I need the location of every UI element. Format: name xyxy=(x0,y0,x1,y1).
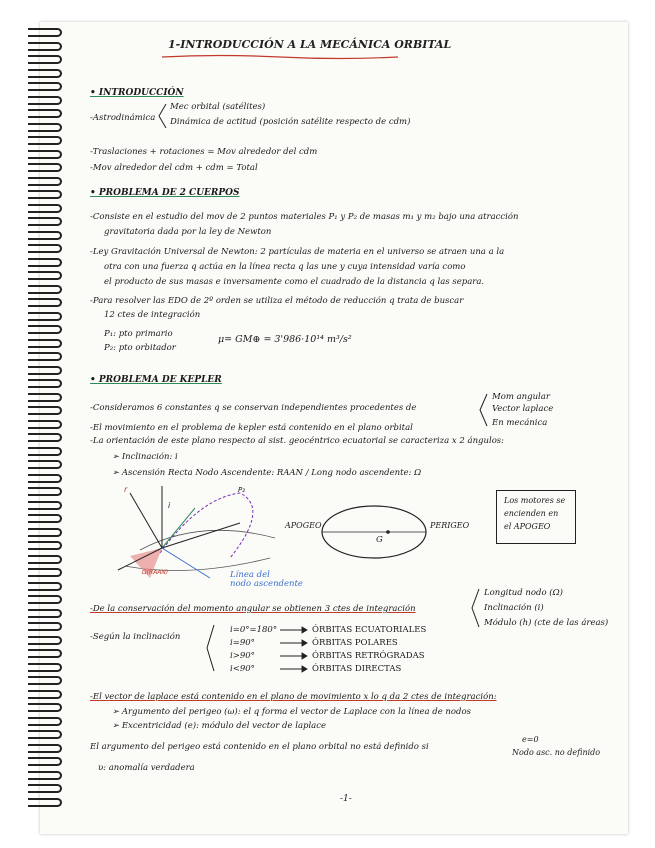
note-box-line: encienden en xyxy=(504,509,559,518)
laplace-bullet: ➢ Excentricidad (e): módulo del vector de laplace xyxy=(112,721,327,731)
r-vector-label: r xyxy=(124,485,128,494)
note-box-line: el APOGEO xyxy=(504,522,551,531)
apogee-label: APOGEO xyxy=(285,521,322,530)
title-underline xyxy=(160,54,400,60)
page-number: -1- xyxy=(340,794,352,804)
arrows-icon xyxy=(278,625,308,675)
focus-label: G xyxy=(376,535,383,545)
brace-icon xyxy=(157,103,167,129)
intro-line: -Mov alrededor del cdm + cdm = Total xyxy=(90,163,258,173)
orbit-type: ÓRBITAS RETRÓGRADAS xyxy=(312,651,425,661)
two-body-line: gravitatoria dada por la ley de Newton xyxy=(104,227,272,237)
perigee-argument-line: El argumento del perigeo está contenido en el plano orbital no está definido si xyxy=(90,742,429,752)
section-heading-two-body: • PROBLEMA DE 2 CUERPOS xyxy=(90,188,240,198)
i-label: i xyxy=(168,501,171,510)
inclination-label: -Según la inclinación xyxy=(90,632,181,642)
raan-label: Ω(RAAN) xyxy=(142,569,169,576)
inclination-condition: i=0°=180° xyxy=(230,625,278,635)
astro-label: -Astrodinámica xyxy=(90,113,156,123)
section-heading-kepler: • PROBLEMA DE KEPLER xyxy=(90,375,222,385)
orbiter-point: P₂: pto orbitador xyxy=(104,343,176,353)
kepler-line: -La orientación de este plano respecto al sist. geocéntrico ecuatorial se caracteriza x 2 ángulos: xyxy=(90,436,505,446)
conservation-constant: Longitud nodo (Ω) xyxy=(484,588,563,598)
note-box-line: Los motores se xyxy=(504,496,566,505)
inclination-condition: i<90° xyxy=(230,664,255,674)
true-anomaly: υ: anomalía verdadera xyxy=(98,763,195,773)
brace-icon xyxy=(478,393,488,427)
constant-source: En mecánica xyxy=(492,418,548,428)
brace-icon xyxy=(205,624,215,672)
orbit-type: ÓRBITAS DIRECTAS xyxy=(312,664,402,674)
two-body-line: -Para resolver las EDO de 2º orden se utiliza el método de reducción q trata de buscar xyxy=(90,296,464,306)
kepler-line: -Consideramos 6 constantes q se conservan independientes procedentes de xyxy=(90,403,417,413)
node-line-label: Línea del xyxy=(230,570,270,580)
orbit-type: ÓRBITAS POLARES xyxy=(312,638,398,648)
two-body-line: el producto de sus masas e inversamente como el cuadrado de la distancia q las separa. xyxy=(104,277,485,287)
astro-item: Mec orbital (satélites) xyxy=(170,102,266,112)
ellipse-orbit xyxy=(318,502,430,562)
conservation-line: -De la conservación del momento angular se obtienen 3 ctes de integración xyxy=(90,604,416,614)
node-line-label: nodo ascendente xyxy=(230,579,303,589)
perigee-condition: Nodo asc. no definido xyxy=(512,748,601,757)
laplace-bullet: ➢ Argumento del perigeo (ω): el q forma el vector de Laplace con la línea de nodos xyxy=(112,707,471,717)
perigee-condition: e=0 xyxy=(522,735,539,744)
conservation-constant: Inclinación (i) xyxy=(484,603,544,613)
constant-source: Vector laplace xyxy=(492,404,554,414)
angle-bullet: ➢ Ascensión Recta Nodo Ascendente: RAAN / Long nodo ascendente: Ω xyxy=(112,468,422,478)
primary-point: P₁: pto primario xyxy=(104,329,173,339)
inclination-condition: i>90° xyxy=(230,651,255,661)
intro-line: -Traslaciones + rotaciones = Mov alrededor del cdm xyxy=(90,147,318,157)
perigee-label: PERIGEO xyxy=(430,521,470,530)
brace-icon xyxy=(470,588,480,628)
page-title: 1-INTRODUCCIÓN A LA MECÁNICA ORBITAL xyxy=(168,38,452,51)
p2-label: P₂ xyxy=(238,486,246,494)
inclination-condition: i=90° xyxy=(230,638,255,648)
two-body-line: -Ley Gravitación Universal de Newton: 2 partículas de materia en el universo se atraen una a la xyxy=(90,247,505,257)
angle-bullet: ➢ Inclinación: i xyxy=(112,452,178,462)
orbit-type: ÓRBITAS ECUATORIALES xyxy=(312,625,427,635)
two-body-line: 12 ctes de integración xyxy=(104,310,201,320)
conservation-constant: Módulo (h) (cte de las áreas) xyxy=(484,618,609,628)
two-body-line: -Consiste en el estudio del mov de 2 puntos materiales P₁ y P₂ de masas m₁ y m₂ bajo una atracción xyxy=(90,212,519,222)
constant-source: Mom angular xyxy=(492,392,550,402)
kepler-line: -El movimiento en el problema de kepler está contenido en el plano orbital xyxy=(90,423,413,433)
astro-item: Dinámica de actitud (posición satélite respecto de cdm) xyxy=(170,117,411,127)
two-body-line: otra con una fuerza q actúa en la línea recta q las une y cuya intensidad varía como xyxy=(104,262,466,272)
laplace-line: -El vector de laplace está contenido en el plano de movimiento x lo q da 2 ctes de integración: xyxy=(90,692,497,702)
mu-formula: μ= GM⊕ = 3'986·10¹⁴ m³/s² xyxy=(218,334,352,345)
section-heading-intro: • INTRODUCCIÓN xyxy=(90,88,184,98)
